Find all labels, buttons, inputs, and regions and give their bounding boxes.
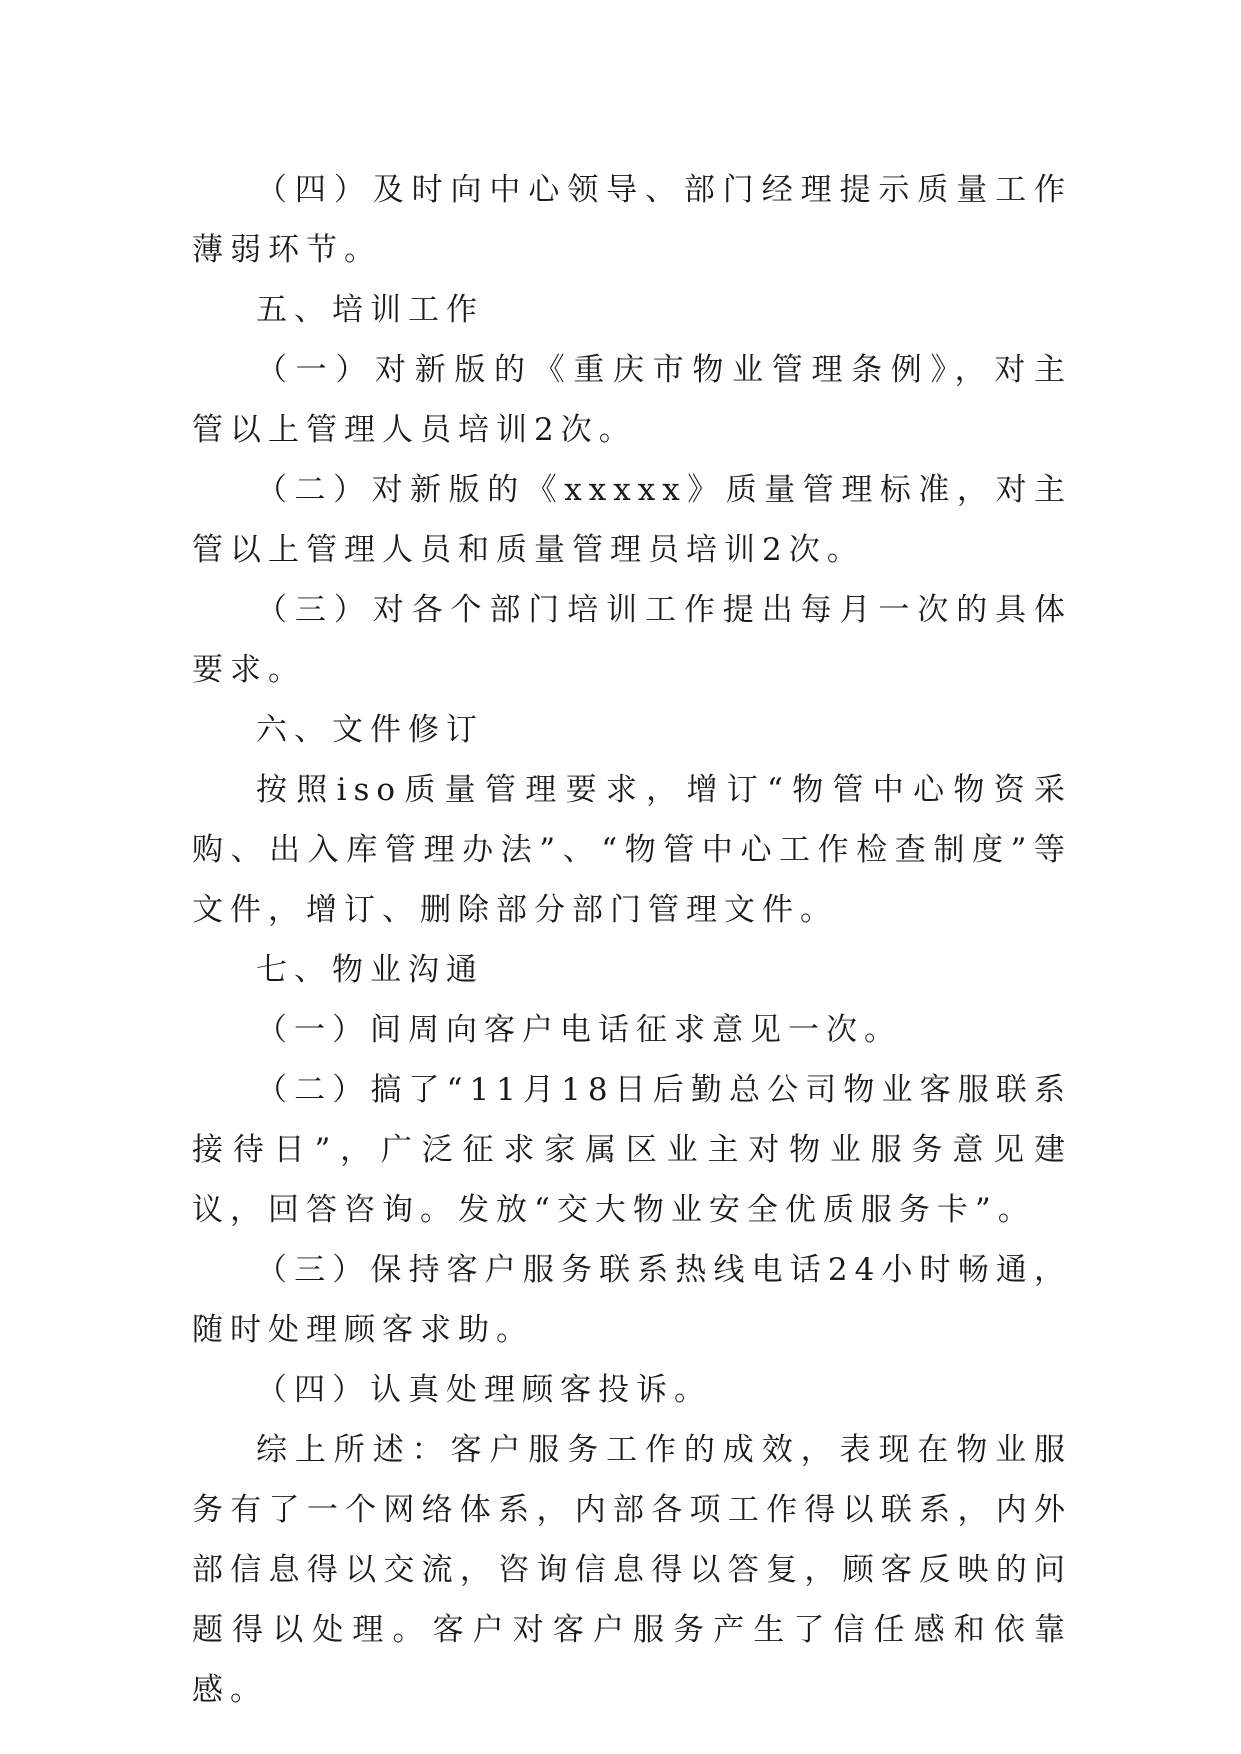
paragraph-quality-weak-points: （四）及时向中心领导、部门经理提示质量工作薄弱环节。 [192,172,1072,268]
paragraph-document-revision: 按照iso质量管理要求，增订“物管中心物资采购、出入库管理办法”、“物管中心工作检查制度”等文件，增订、删除部分部门管理文件。 [192,772,1072,928]
paragraph-training-regulation: （一）对新版的《重庆市物业管理条例》，对主管以上管理人员培训2次。 [192,352,1072,448]
paragraph-summary: 综上所述：客户服务工作的成效，表现在物业服务有了一个网络体系，内部各项工作得以联系，内外部信息得以交流，咨询信息得以答复，顾客反映的问题得以处理。客户对客户服务产生了信任感和依靠感。 [192,1432,1072,1708]
paragraph-complaints: （四）认真处理顾客投诉。 [256,1372,712,1408]
paragraph-training-monthly: （三）对各个部门培训工作提出每月一次的具体要求。 [192,592,1072,688]
heading-document-revision: 六、文件修订 [256,712,484,748]
paragraph-hotline: （三）保持客户服务联系热线电话24小时畅通，随时处理顾客求助。 [192,1252,1072,1348]
heading-training: 五、培训工作 [256,292,484,328]
heading-property-communication: 七、物业沟通 [256,952,484,988]
paragraph-reception-day: （二）搞了“11月18日后勤总公司物业客服联系接待日”，广泛征求家属区业主对物业服务意见建议，回答咨询。发放“交大物业安全优质服务卡”。 [192,1072,1072,1228]
document-body [192,160,1072,1720]
paragraph-training-standard: （二）对新版的《xxxxx》质量管理标准，对主管以上管理人员和质量管理员培训2次。 [192,472,1072,568]
paragraph-phone-survey: （一）间周向客户电话征求意见一次。 [256,1012,902,1048]
